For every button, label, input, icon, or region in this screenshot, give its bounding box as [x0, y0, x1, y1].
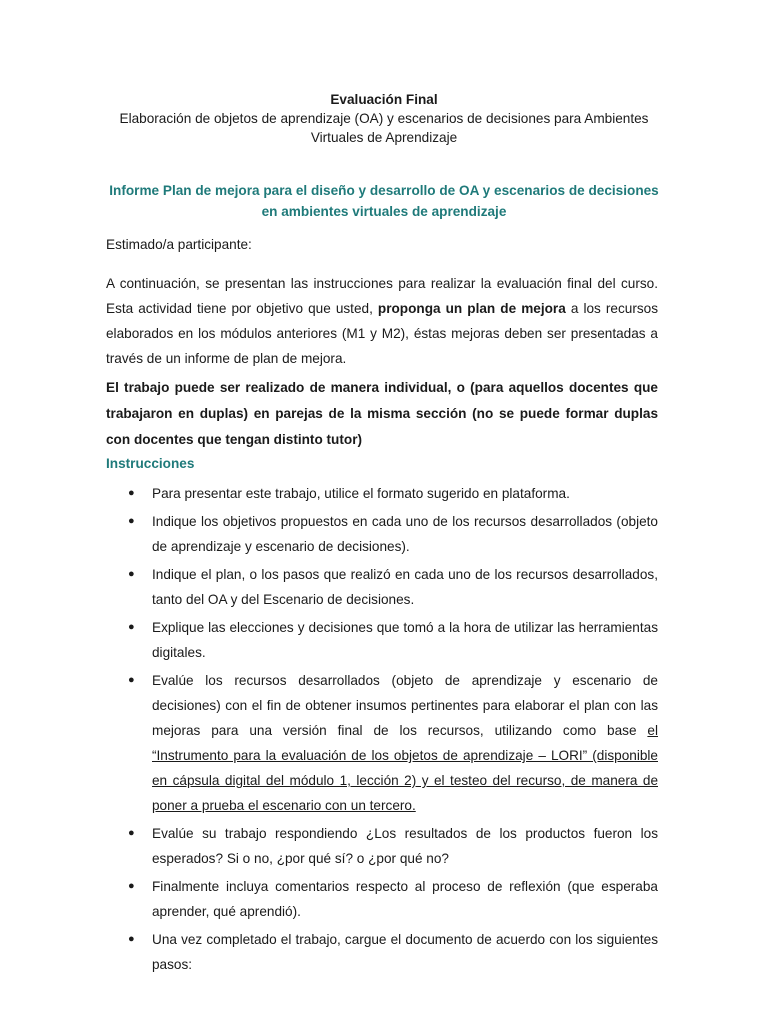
list-item-text: Evalúe los recursos desarrollados (objeto de aprendizaje y escenario de decisiones) con el fin de obtener insumos pertinentes para elaborar el plan con las mejoras para una versión final de los recursos, utilizando como base — [152, 673, 658, 738]
report-title: Informe Plan de mejora para el diseño y desarrollo de OA y escenarios de decisiones en ambientes virtuales de aprendizaje — [109, 183, 659, 219]
bullet-icon: ● — [128, 487, 135, 499]
bullet-icon: ● — [128, 568, 135, 580]
bullet-icon: ● — [128, 827, 135, 839]
document-subtitle: Elaboración de objetos de aprendizaje (OA) y escenarios de decisiones para Ambientes Virtuales de Aprendizaje — [119, 111, 649, 145]
instructions-title: Instrucciones — [106, 456, 195, 471]
list-item — [106, 562, 658, 612]
list-item — [106, 927, 658, 977]
list-item — [106, 668, 658, 818]
bullet-icon: ● — [128, 674, 135, 686]
lori-reference: el “Instrumento para la evaluación de los objetos de aprendizaje – LORI” (disponible en cápsula digital del módulo 1, lección 2) y el testeo del recurso, de manera de poner a prueba el escenario con un tercero. — [152, 723, 658, 813]
instructions-list — [106, 481, 658, 980]
intro-paragraph — [106, 271, 658, 371]
list-item-text: Una vez completado el trabajo, cargue el documento de acuerdo con los siguientes pasos: — [152, 932, 658, 972]
intro-bold: proponga un plan de mejora — [377, 301, 566, 316]
list-item-text: Indique el plan, o los pasos que realizó en cada uno de los recursos desarrollados, tanto del OA y del Escenario de decisiones. — [152, 567, 658, 607]
list-item — [106, 481, 658, 506]
bullet-icon: ● — [128, 933, 135, 945]
list-item-text: Para presentar este trabajo, utilice el formato sugerido en plataforma. — [152, 486, 570, 501]
list-item-text: Evalúe su trabajo respondiendo ¿Los resultados de los productos fueron los esperados? Si o no, ¿por qué sí? o ¿por qué no? — [152, 826, 658, 866]
bullet-icon: ● — [128, 515, 135, 527]
list-item — [106, 874, 658, 924]
intro-part-2: a los recursos elaborados en los módulos anteriores (M1 y M2), éstas mejoras deben ser presentadas a través de un informe de plan de mejora. — [106, 301, 658, 366]
document-header — [100, 90, 668, 147]
list-item — [106, 509, 658, 559]
list-item-text: Explique las elecciones y decisiones que tomó a la hora de utilizar las herramientas digitales. — [152, 620, 658, 660]
document-title: Evaluación Final — [330, 92, 438, 107]
bullet-icon: ● — [128, 621, 135, 633]
list-item-text: Finalmente incluya comentarios respecto al proceso de reflexión (que esperaba aprender, qué aprendió). — [152, 879, 658, 919]
group-work-paragraph: El trabajo puede ser realizado de manera individual, o (para aquellos docentes que trabajaron en duplas) en parejas de la misma sección (no se puede formar duplas con docentes que tengan distinto tutor) — [106, 380, 658, 447]
list-item — [106, 615, 658, 665]
list-item — [106, 821, 658, 871]
list-item-text: Indique los objetivos propuestos en cada uno de los recursos desarrollados (objeto de aprendizaje y escenario de decisiones). — [152, 514, 658, 554]
intro-part-1: A continuación, se presentan las instrucciones para realizar la evaluación final del curso. Esta actividad tiene por objetivo que usted, — [106, 276, 658, 316]
greeting: Estimado/a participante: — [106, 237, 252, 252]
bullet-icon: ● — [128, 880, 135, 892]
